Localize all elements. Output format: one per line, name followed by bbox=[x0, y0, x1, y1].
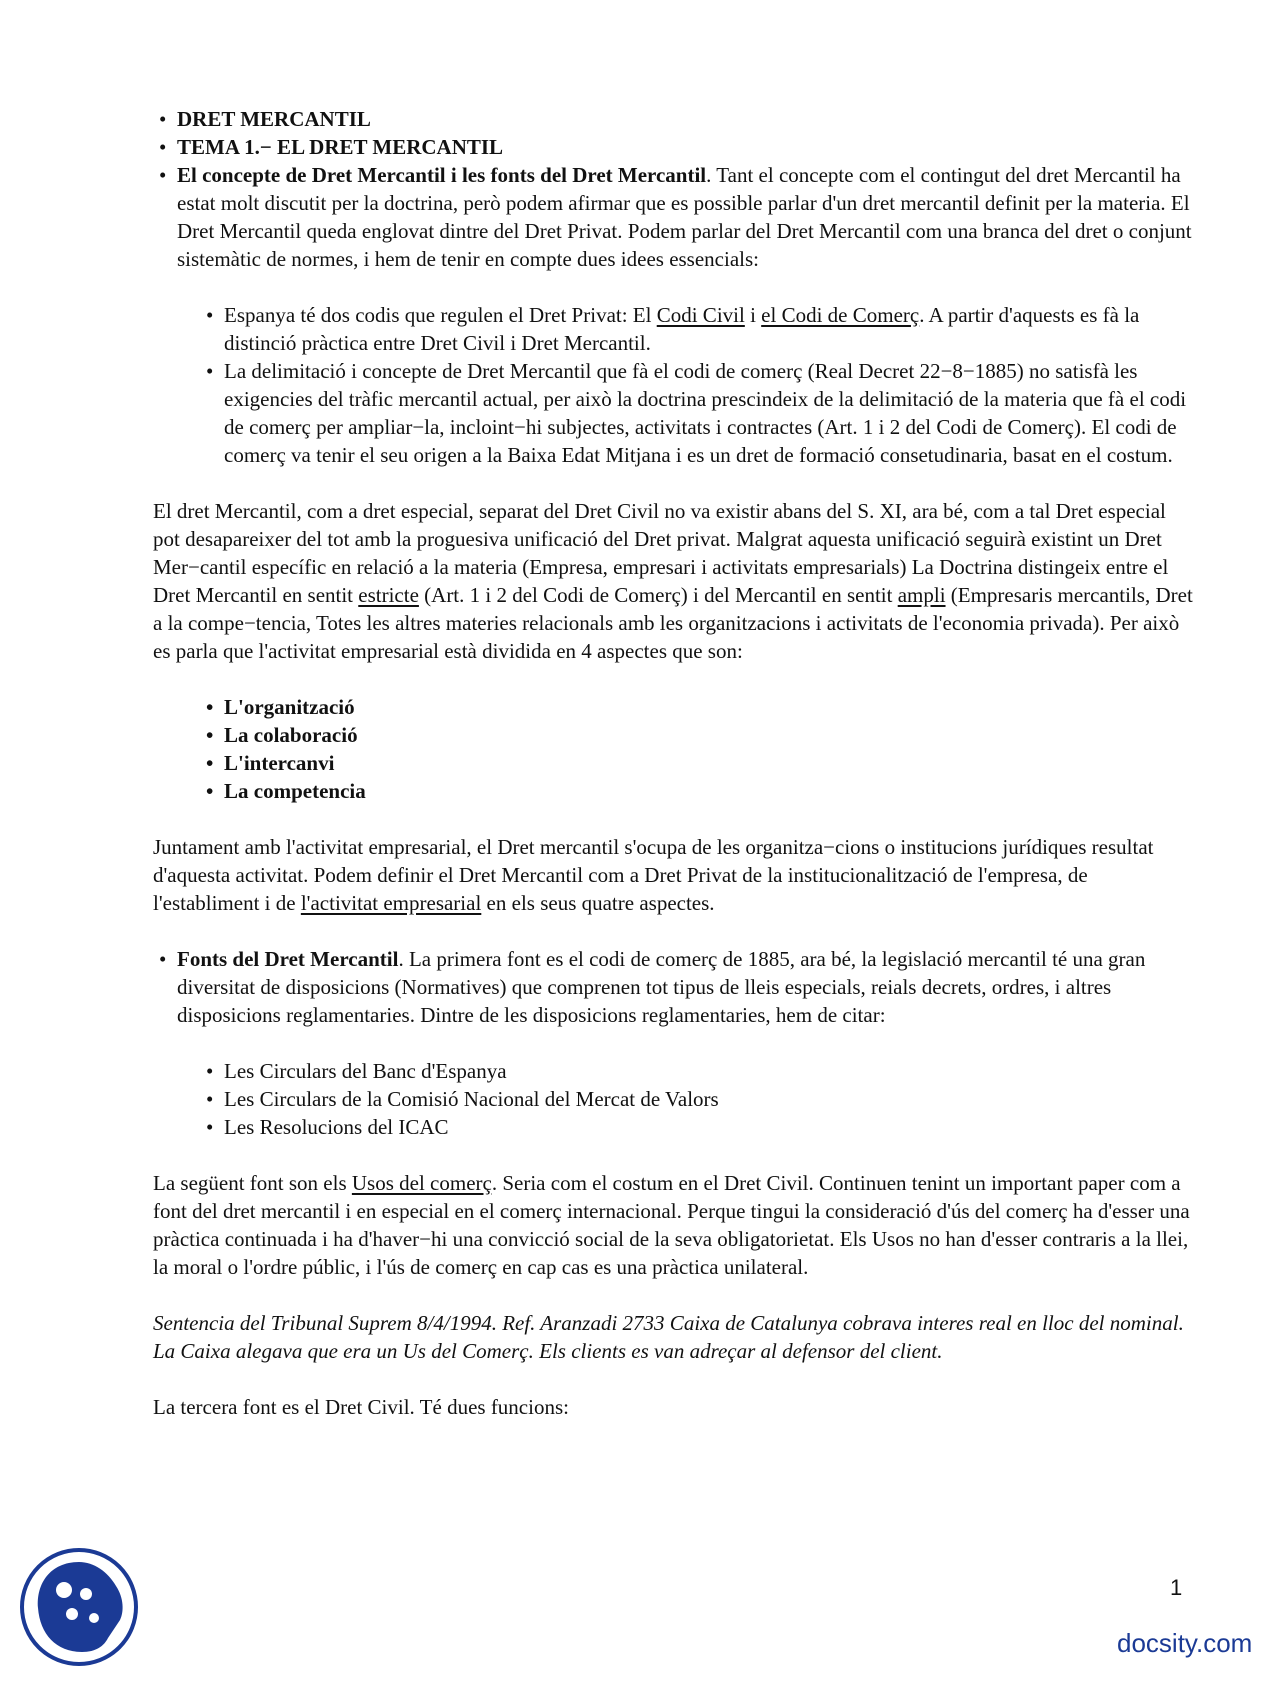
heading-text: TEMA 1.− EL DRET MERCANTIL bbox=[177, 135, 504, 159]
top-list bbox=[153, 105, 1193, 273]
fonts-title: Fonts del Dret Mercantil bbox=[177, 947, 399, 971]
spacer bbox=[153, 273, 1193, 301]
spacer bbox=[153, 1281, 1193, 1309]
spacer bbox=[153, 665, 1193, 693]
spacer bbox=[153, 1365, 1193, 1393]
fonts-list-item bbox=[153, 945, 1193, 1029]
estricte-link[interactable]: estricte bbox=[358, 583, 419, 607]
activitat-empresarial-link[interactable]: l'activitat empresarial bbox=[300, 891, 482, 915]
text: . Seria com el costum en el Dret Civil. Continuen tenint un important paper com a font del dret mercantil i en especial en el comerç internacional. Perque tingui la consideració d'ús del comerç ha d'esser una pràctica continuada i ha d'haver−hi una convicció social de la seva obligatorietat. Els Usos no han d'esser contraris a la llei, la moral o l'ordre públic, i l'ús de comerç en cap cas es una pràctica unilateral. bbox=[153, 1171, 1190, 1279]
text: La delimitació i concepte de Dret Mercantil que fà el codi de comerç (Real Decret 22−8−1885) no satisfà les exigencies del tràfic mercantil actual, per això la doctrina prescindeix de la delimitació de la materia que fà el codi de comerç per ampliar−la, incloint−hi subjectes, activitats i contractes (Art. 1 i 2 del Codi de Comerç). El codi de comerç va tenir el seu origen a la Baixa Edat Mitjana i es un dret de formació consetudinaria, basat en el costum. bbox=[224, 359, 1187, 467]
paragraph-tercera-font: La tercera font es el Dret Civil. Té dues funcions: bbox=[153, 1395, 569, 1419]
paragraph-usos-comerc bbox=[153, 1169, 1193, 1281]
regulation-item bbox=[200, 1057, 1193, 1085]
fonts-list bbox=[153, 945, 1193, 1029]
text: La següent font son els bbox=[153, 1171, 352, 1195]
docsity-logo-icon bbox=[20, 1548, 138, 1666]
heading-text: DRET MERCANTIL bbox=[177, 107, 371, 131]
aspect-item bbox=[200, 693, 1193, 721]
spacer bbox=[153, 917, 1193, 945]
regulations-list bbox=[200, 1057, 1193, 1141]
regulation-text: Les Circulars del Banc d'Espanya bbox=[224, 1059, 507, 1083]
text: en els seus quatre aspectes. bbox=[481, 891, 715, 915]
codi-comerc-link[interactable]: el Codi de Comerç bbox=[761, 303, 920, 327]
text: . A partir d'aquests es fà la distinció pràctica entre Dret Civil i Dret Mercantil. bbox=[224, 303, 1140, 355]
essential-ideas-list bbox=[200, 301, 1193, 469]
codi-civil-link[interactable]: Codi Civil bbox=[656, 303, 745, 327]
idea-item-1 bbox=[200, 301, 1193, 357]
concept-title: El concepte de Dret Mercantil i les fonts del Dret Mercantil bbox=[177, 163, 707, 187]
aspect-item bbox=[200, 749, 1193, 777]
aspect-item bbox=[200, 777, 1193, 805]
heading-tema-1 bbox=[153, 133, 1193, 161]
aspect-text: L'intercanvi bbox=[224, 751, 335, 775]
text: El dret Mercantil, com a dret especial, separat del Dret Civil no va existir abans del S. XI, ara bé, com a tal Dret especial pot desapareixer del tot amb la proguesiva unificació del Dret privat. Malgrat aquesta unificació seguirà existint un Dret Mer−cantil específic en relació a la materia (Empresa, empresari i activitats empresarials) La Doctrina distingeix entre el Dret Mercantil en sentit bbox=[153, 499, 1169, 607]
usos-comerc-link[interactable]: Usos del comerç bbox=[351, 1171, 492, 1195]
fonts-text: . La primera font es el codi de comerç de 1885, ara bé, la legislació mercantil té una gran diversitat de disposicions (Normatives) que comprenen tot tipus de lleis especials, reials decrets, ordres, i altres disposicions reglamentaries. Dintre de les disposicions reglamentaries, hem de citar: bbox=[177, 947, 1146, 1027]
paragraph-sentencia: Sentencia del Tribunal Suprem 8/4/1994. Ref. Aranzadi 2733 Caixa de Catalunya cobrava interes real en lloc del nominal. La Caixa alegava que era un Us del Comerç. Els clients es van adreçar al defensor del client. bbox=[153, 1311, 1184, 1363]
regulation-item bbox=[200, 1113, 1193, 1141]
spacer bbox=[153, 805, 1193, 833]
aspect-item bbox=[200, 721, 1193, 749]
aspect-text: La colaboració bbox=[224, 723, 358, 747]
spacer bbox=[153, 1029, 1193, 1057]
page-number: 1 bbox=[1170, 1575, 1183, 1600]
text: Juntament amb l'activitat empresarial, el Dret mercantil s'ocupa de les organitza−cions o institucions jurídiques resultat d'aquesta activitat. Podem definir el Dret Mercantil com a Dret Privat de la institucionalització de l'empresa, de l'establiment i de bbox=[153, 835, 1154, 915]
heading-dret-mercantil bbox=[153, 105, 1193, 133]
idea-item-2 bbox=[200, 357, 1193, 469]
document-body bbox=[153, 105, 1193, 1421]
regulation-item bbox=[200, 1085, 1193, 1113]
concept-text: . Tant el concepte com el contingut del dret Mercantil ha estat molt discutit per la doctrina, però podem afirmar que es possible parlar d'un dret mercantil definit per la materia. El Dret Mercantil queda englovat dintre del Dret Privat. Podem parlar del Dret Mercantil com una branca del dret o conjunt sistemàtic de normes, i hem de tenir en compte dues idees essencials: bbox=[177, 163, 1192, 271]
paragraph-dret-especial bbox=[153, 497, 1193, 665]
text: i bbox=[744, 303, 762, 327]
text: (Empresaris mercantils, Dret a la compe−tencia, Totes les altres materies relacionals amb les organitzacions i activitats de l'economia privada). Per això es parla que l'activitat empresarial està dividida en 4 aspectes que son: bbox=[153, 583, 1193, 663]
text: Espanya té dos codis que regulen el Dret Privat: El bbox=[224, 303, 657, 327]
text: (Art. 1 i 2 del Codi de Comerç) i del Mercantil en sentit bbox=[418, 583, 898, 607]
regulation-text: Les Circulars de la Comisió Nacional del Mercat de Valors bbox=[224, 1087, 719, 1111]
spacer bbox=[153, 1141, 1193, 1169]
docsity-brand-link[interactable]: docsity.com bbox=[1117, 1628, 1253, 1658]
spacer bbox=[153, 469, 1193, 497]
regulation-text: Les Resolucions del ICAC bbox=[224, 1115, 449, 1139]
aspects-list bbox=[200, 693, 1193, 805]
paragraph-organitzacions bbox=[153, 833, 1193, 917]
concept-list-item bbox=[153, 161, 1193, 273]
aspect-text: La competencia bbox=[224, 779, 366, 803]
ampli-link[interactable]: ampli bbox=[897, 583, 946, 607]
aspect-text: L'organització bbox=[224, 695, 355, 719]
